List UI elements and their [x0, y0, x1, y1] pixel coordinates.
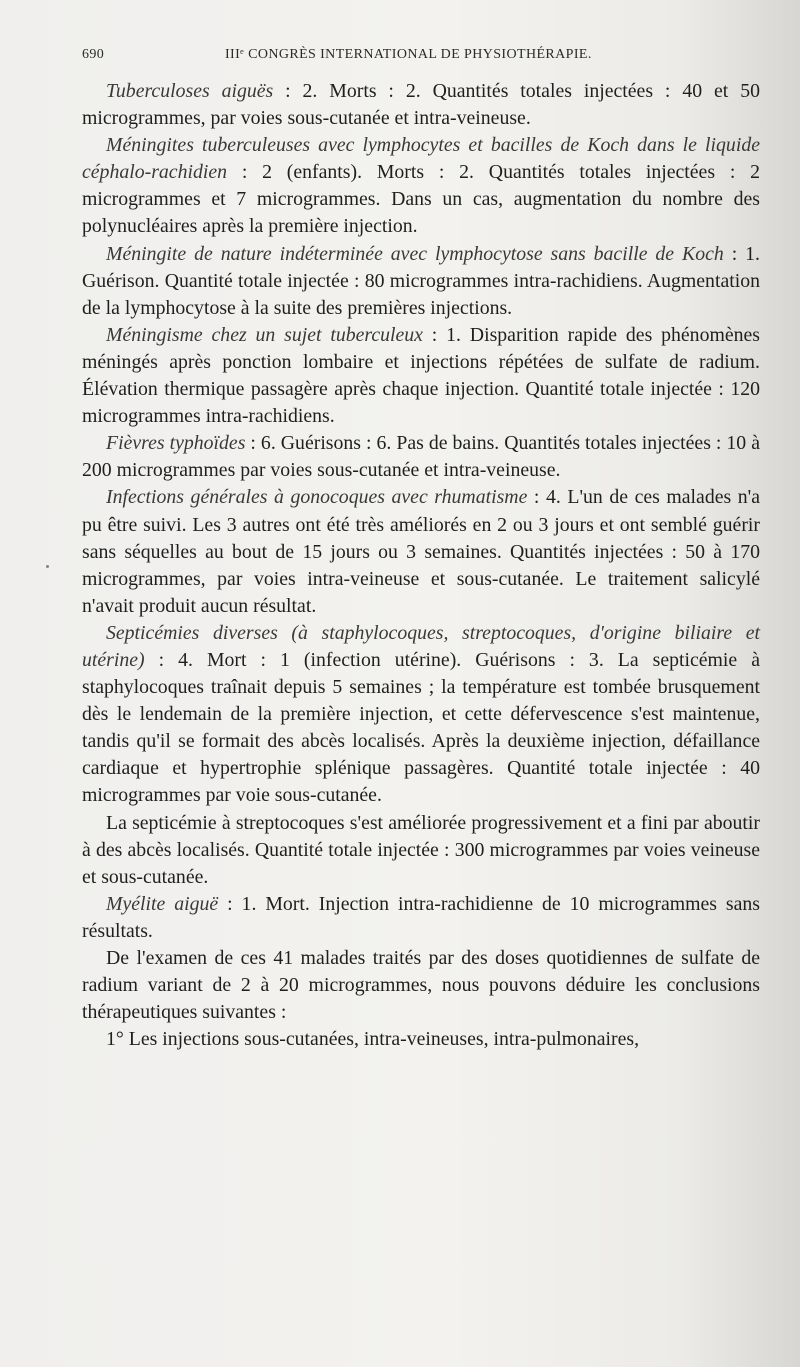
- paragraph-text: : 1. Disparition rapide des phénomènes méningés après ponction lombaire et injections répétées de sulfate de radium. Élévation thermique passagère après chaque injection. Quantité totale injectée : 120 microgrammes intra-rachidiens.: [82, 323, 760, 428]
- paragraph-meningites-tuberculeuses: [82, 132, 760, 240]
- paragraph-lead: Infections générales à gonocoques avec rhumatisme: [106, 486, 528, 509]
- paragraph-myelite-aigue: [82, 891, 760, 945]
- ink-speck: [46, 565, 49, 568]
- paragraph-text: La septicémie à streptocoques s'est améliorée progressivement et a fini par aboutir à des abcès localisés. Quantité totale injectée : 300 microgrammes par voies veineuse et sous-cutanée.: [82, 811, 760, 888]
- paragraph-lead: Tuberculoses aiguës: [106, 80, 274, 102]
- paragraph-tuberculoses-aigues: [82, 78, 760, 132]
- paragraph-text: : 6. Guérisons : 6. Pas de bains. Quantités totales injectées : 10 à 200 microgrammes par voies sous-cutanée et intra-veineuse.: [82, 432, 760, 482]
- running-head: IIIᵉ CONGRÈS INTERNATIONAL DE PHYSIOTHÉRAPIE.: [225, 47, 592, 62]
- paragraph-meningisme: [82, 322, 760, 430]
- paragraph-text: : 1. Mort. Injection intra-rachidienne de 10 microgrammes sans résultats.: [82, 892, 760, 942]
- paragraph-meningite-indeterminee: [82, 241, 760, 322]
- paragraph-text: : 1. Guérison. Quantité totale injectée : 80 microgrammes intra-rachidiens. Augmentation de la lymphocytose à la suite des premières injections.: [82, 242, 760, 319]
- page-number: 690: [82, 47, 105, 62]
- paragraph-conclusion-1: [82, 1026, 760, 1053]
- page-header: [82, 47, 762, 71]
- paragraph-fievres-typhoides: [82, 430, 760, 484]
- body-text: [82, 78, 760, 1053]
- paragraph-lead: Méningisme chez un sujet tuberculeux: [106, 323, 423, 346]
- paragraph-text: : 4. Mort : 1 (infection utérine). Guérisons : 3. La septicémie à staphylocoques traînait depuis 5 semaines ; la température est tombée brusquement dès le lendemain de la première injection, et cette défervescence s'est maintenue, tandis qu'il se formait des abcès localisés. Après la deuxième injection, défaillance cardiaque et hypertrophie splénique passagères. Quantité totale injectée : 40 microgrammes par voie sous-cutanée.: [82, 648, 760, 807]
- paragraph-text: 1° Les injections sous-cutanées, intra-veineuses, intra-pulmonaires,: [106, 1028, 640, 1051]
- paragraph-septicemie-streptocoques: [82, 810, 760, 891]
- paragraph-septicemies-diverses: [82, 620, 760, 810]
- paragraph-text: : 2 (enfants). Morts : 2. Quantités totales injectées : 2 microgrammes et 7 microgrammes. Dans un cas, augmentation du nombre des polynucléaires après la première injection.: [82, 161, 760, 238]
- paragraph-infections-gonocoques: [82, 484, 760, 619]
- paragraph-lead: Septicémies diverses (à staphylocoques, streptocoques, d'origine biliaire et utérine): [82, 621, 760, 671]
- paragraph-text: : 2. Morts : 2. Quantités totales injectées : 40 et 50 microgrammes, par voies sous-cutanée et intra-veineuse.: [82, 80, 760, 130]
- paragraph-examen-malades: [82, 945, 760, 1026]
- paragraph-text: De l'examen de ces 41 malades traités par des doses quotidiennes de sulfate de radium variant de 2 à 20 microgrammes, nous pouvons déduire les conclusions thérapeutiques suivantes :: [82, 947, 760, 1024]
- paragraph-lead: Méningite de nature indéterminée avec lymphocytose sans bacille de Koch: [106, 242, 724, 265]
- paragraph-lead: Méningites tuberculeuses avec lymphocytes et bacilles de Koch dans le liquide céphalo-rachidien: [82, 134, 760, 184]
- paragraph-lead: Myélite aiguë: [106, 892, 219, 915]
- paragraph-text: : 4. L'un de ces malades n'a pu être suivi. Les 3 autres ont été très améliorés en 2 ou 3 jours et ont semblé guérir sans séquelles au bout de 15 jours ou 3 semaines. Quantités injectées : 50 à 170 microgrammes, par voies intra-veineuse et sous-cutanée. Le traitement salicylé n'avait produit aucun résultat.: [82, 486, 760, 617]
- paragraph-lead: Fièvres typhoïdes: [106, 432, 246, 455]
